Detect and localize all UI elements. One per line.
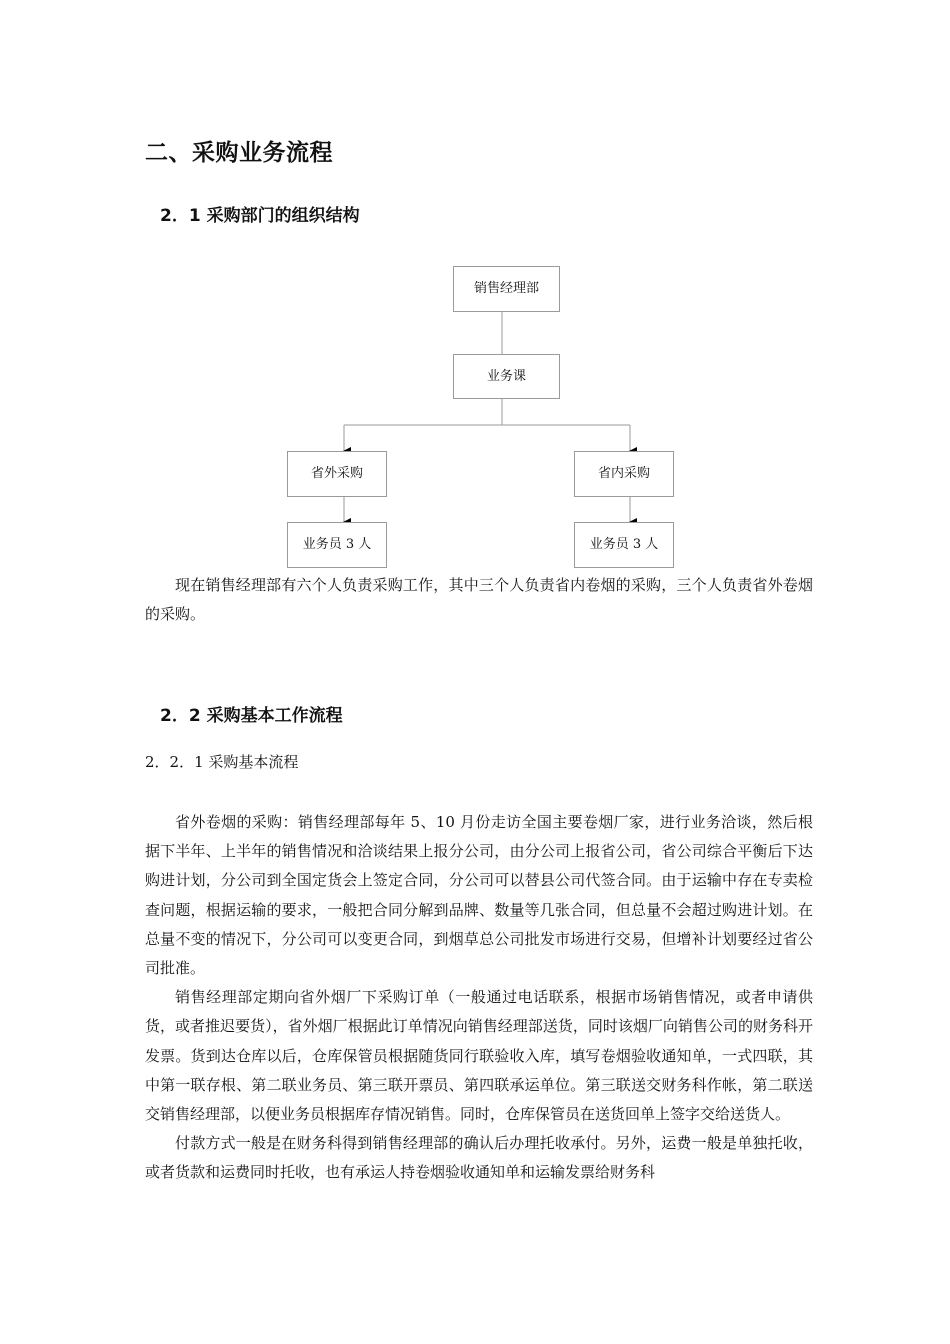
org-box-left-staff xyxy=(287,522,387,568)
section-title-2-2: 2．2 采购基本工作流程 xyxy=(160,706,343,726)
section-title-2-1: 2．1 采购部门的组织结构 xyxy=(160,206,360,226)
paragraph-3: 付款方式一般是在财务科得到销售经理部的确认后办理托收承付。另外，运费一般是单独托收，或者货款和运费同时托收，也有承运人持卷烟验收通知单和运输发票给财务科 xyxy=(145,1134,813,1182)
org-box-right-staff xyxy=(574,522,674,568)
org-box-right-branch-label: 省内采购 xyxy=(597,466,650,481)
section1-text: 现在销售经理部有六个人负责采购工作，其中三个人负责省内卷烟的采购，三个人负责省外卷烟的采购。 xyxy=(145,576,813,624)
org-box-left-branch-label: 省外采购 xyxy=(310,466,363,481)
section-title-2-2-1: 2．2．1 采购基本流程 xyxy=(145,753,299,771)
section1-paragraph xyxy=(145,571,813,629)
org-box-right-staff-label: 业务员 3 人 xyxy=(589,537,659,552)
paragraph-1: 省外卷烟的采购：销售经理部每年 5、10 月份走访全国主要卷烟厂家，进行业务洽谈，然后根据下半年、上半年的销售情况和洽谈结果上报分公司，由分公司上报省公司，省公司综合平衡后下达购进计划，分公司到全国定货会上签定合同，分公司可以替县公司代签合同。由于运输中存在专卖检查问题，根据运输的要求，一般把合同分解到品牌、数量等几张合同，但总量不会超过购进计划。在总量不变的情况下，分公司可以变更合同，到烟草总公司批发市场进行交易，但增补计划要经过省公司批准。 xyxy=(145,813,813,978)
page-heading: 二、采购业务流程 xyxy=(145,140,333,166)
org-box-right-branch xyxy=(574,451,674,497)
org-box-left-staff-label: 业务员 3 人 xyxy=(302,537,372,552)
org-box-root xyxy=(453,266,560,312)
org-box-root-label: 销售经理部 xyxy=(473,281,539,296)
paragraph-2: 销售经理部定期向省外烟厂下采购订单（一般通过电话联系，根据市场销售情况，或者申请供货，或者推迟要货），省外烟厂根据此订单情况向销售经理部送货，同时该烟厂向销售公司的财务科开发票。货到达仓库以后，仓库保管员根据随货同行联验收入库，填写卷烟验收通知单，一式四联，其中第一联存根、第二联业务员、第三联开票员、第四联承运单位。第三联送交财务科作帐，第二联送交销售经理部，以便业务员根据库存情况销售。同时，仓库保管员在送货回单上签字交给送货人。 xyxy=(145,988,813,1124)
org-box-level2-label: 业务课 xyxy=(486,369,526,384)
body-text xyxy=(145,808,813,1188)
org-box-left-branch xyxy=(287,451,387,497)
org-box-level2 xyxy=(453,354,560,399)
